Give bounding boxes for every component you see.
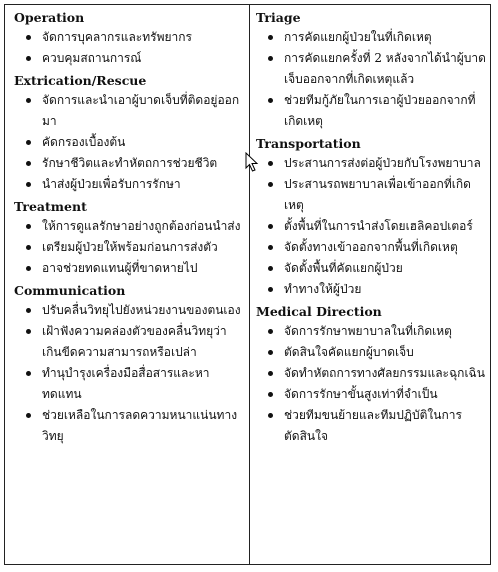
bullet-list [256,153,488,300]
column-divider [249,4,250,565]
section-communication [14,281,246,447]
list-item: ควบคุมสถานการณ์ [14,48,246,69]
list-item: จัดตั้งทางเข้าออกจากพื้นที่เกิดเหตุ [256,237,488,258]
list-item: ทำนุบำรุงเครื่องมือสื่อสารและหาทดแทน [14,363,246,405]
section-heading: Triage [256,10,301,25]
section-heading: Treatment [14,199,87,214]
section-operation [14,8,246,69]
list-item: การคัดแยกผู้ป่วยในที่เกิดเหตุ [256,27,488,48]
list-item: ช่วยทีมกู้ภัยในการเอาผู้ป่วยออกจากที่เกิดเหตุ [256,90,488,132]
list-item: เตรียมผู้ป่วยให้พร้อมก่อนการส่งตัว [14,237,246,258]
list-item: ประสานรถพยาบาลเพื่อเข้าออกที่เกิดเหตุ [256,174,488,216]
right-column [256,8,488,449]
section-heading: Extrication/Rescue [14,73,147,88]
list-item: รักษาชีวิตและทำหัตถการช่วยชีวิต [14,153,246,174]
section-triage [256,8,488,132]
section-transportation [256,134,488,300]
list-item: ช่วยทีมขนย้ายและทีมปฏิบัติในการตัดสินใจ [256,405,488,447]
bullet-list [256,27,488,132]
bullet-list [14,27,246,69]
list-item: จัดการรักษาขั้นสูงเท่าที่จำเป็น [256,384,488,405]
left-column [14,8,246,449]
list-item: การคัดแยกครั้งที่ 2 หลังจากได้นำผู้บาดเจ็บออกจากที่เกิดเหตุแล้ว [256,48,488,90]
list-item: ตัดสินใจคัดแยกผู้บาดเจ็บ [256,342,488,363]
list-item: คัดกรองเบื้องต้น [14,132,246,153]
list-item: จัดตั้งพื้นที่คัดแยกผู้ป่วย [256,258,488,279]
list-item: อาจช่วยทดแทนผู้ที่ขาดหายไป [14,258,246,279]
section-medical-direction [256,302,488,447]
list-item: ให้การดูแลรักษาอย่างถูกต้องก่อนนำส่ง [14,216,246,237]
bullet-list [14,216,246,279]
bullet-list [14,300,246,447]
section-heading: Medical Direction [256,304,382,319]
section-heading: Transportation [256,136,361,151]
list-item: จัดการรักษาพยาบาลในที่เกิดเหตุ [256,321,488,342]
list-item: เฝ้าฟังความคล่องตัวของคลื่นวิทยุว่าเกินขีดความสามารถหรือเปล่า [14,321,246,363]
list-item: จัดการบุคลากรและทรัพยากร [14,27,246,48]
list-item: ช่วยเหลือในการลดความหนาแน่นทางวิทยุ [14,405,246,447]
list-item: ปรับคลื่นวิทยุไปยังหน่วยงานของตนเอง [14,300,246,321]
bullet-list [256,321,488,447]
section-heading: Operation [14,10,85,25]
section-treatment [14,197,246,279]
section-heading: Communication [14,283,126,298]
mouse-pointer-icon [245,152,259,172]
list-item: ทำทางให้ผู้ป่วย [256,279,488,300]
list-item: นำส่งผู้ป่วยเพื่อรับการรักษา [14,174,246,195]
bullet-list [14,90,246,195]
list-item: ตั้งพื้นที่ในการนำส่งโดยเฮลิคอปเตอร์ [256,216,488,237]
list-item: จัดการและนำเอาผู้บาดเจ็บที่ติดอยู่ออกมา [14,90,246,132]
section-extrication-rescue [14,71,246,195]
list-item: จัดทำหัตถการทางศัลยกรรมและฉุกเฉิน [256,363,488,384]
list-item: ประสานการส่งต่อผู้ป่วยกับโรงพยาบาล [256,153,488,174]
